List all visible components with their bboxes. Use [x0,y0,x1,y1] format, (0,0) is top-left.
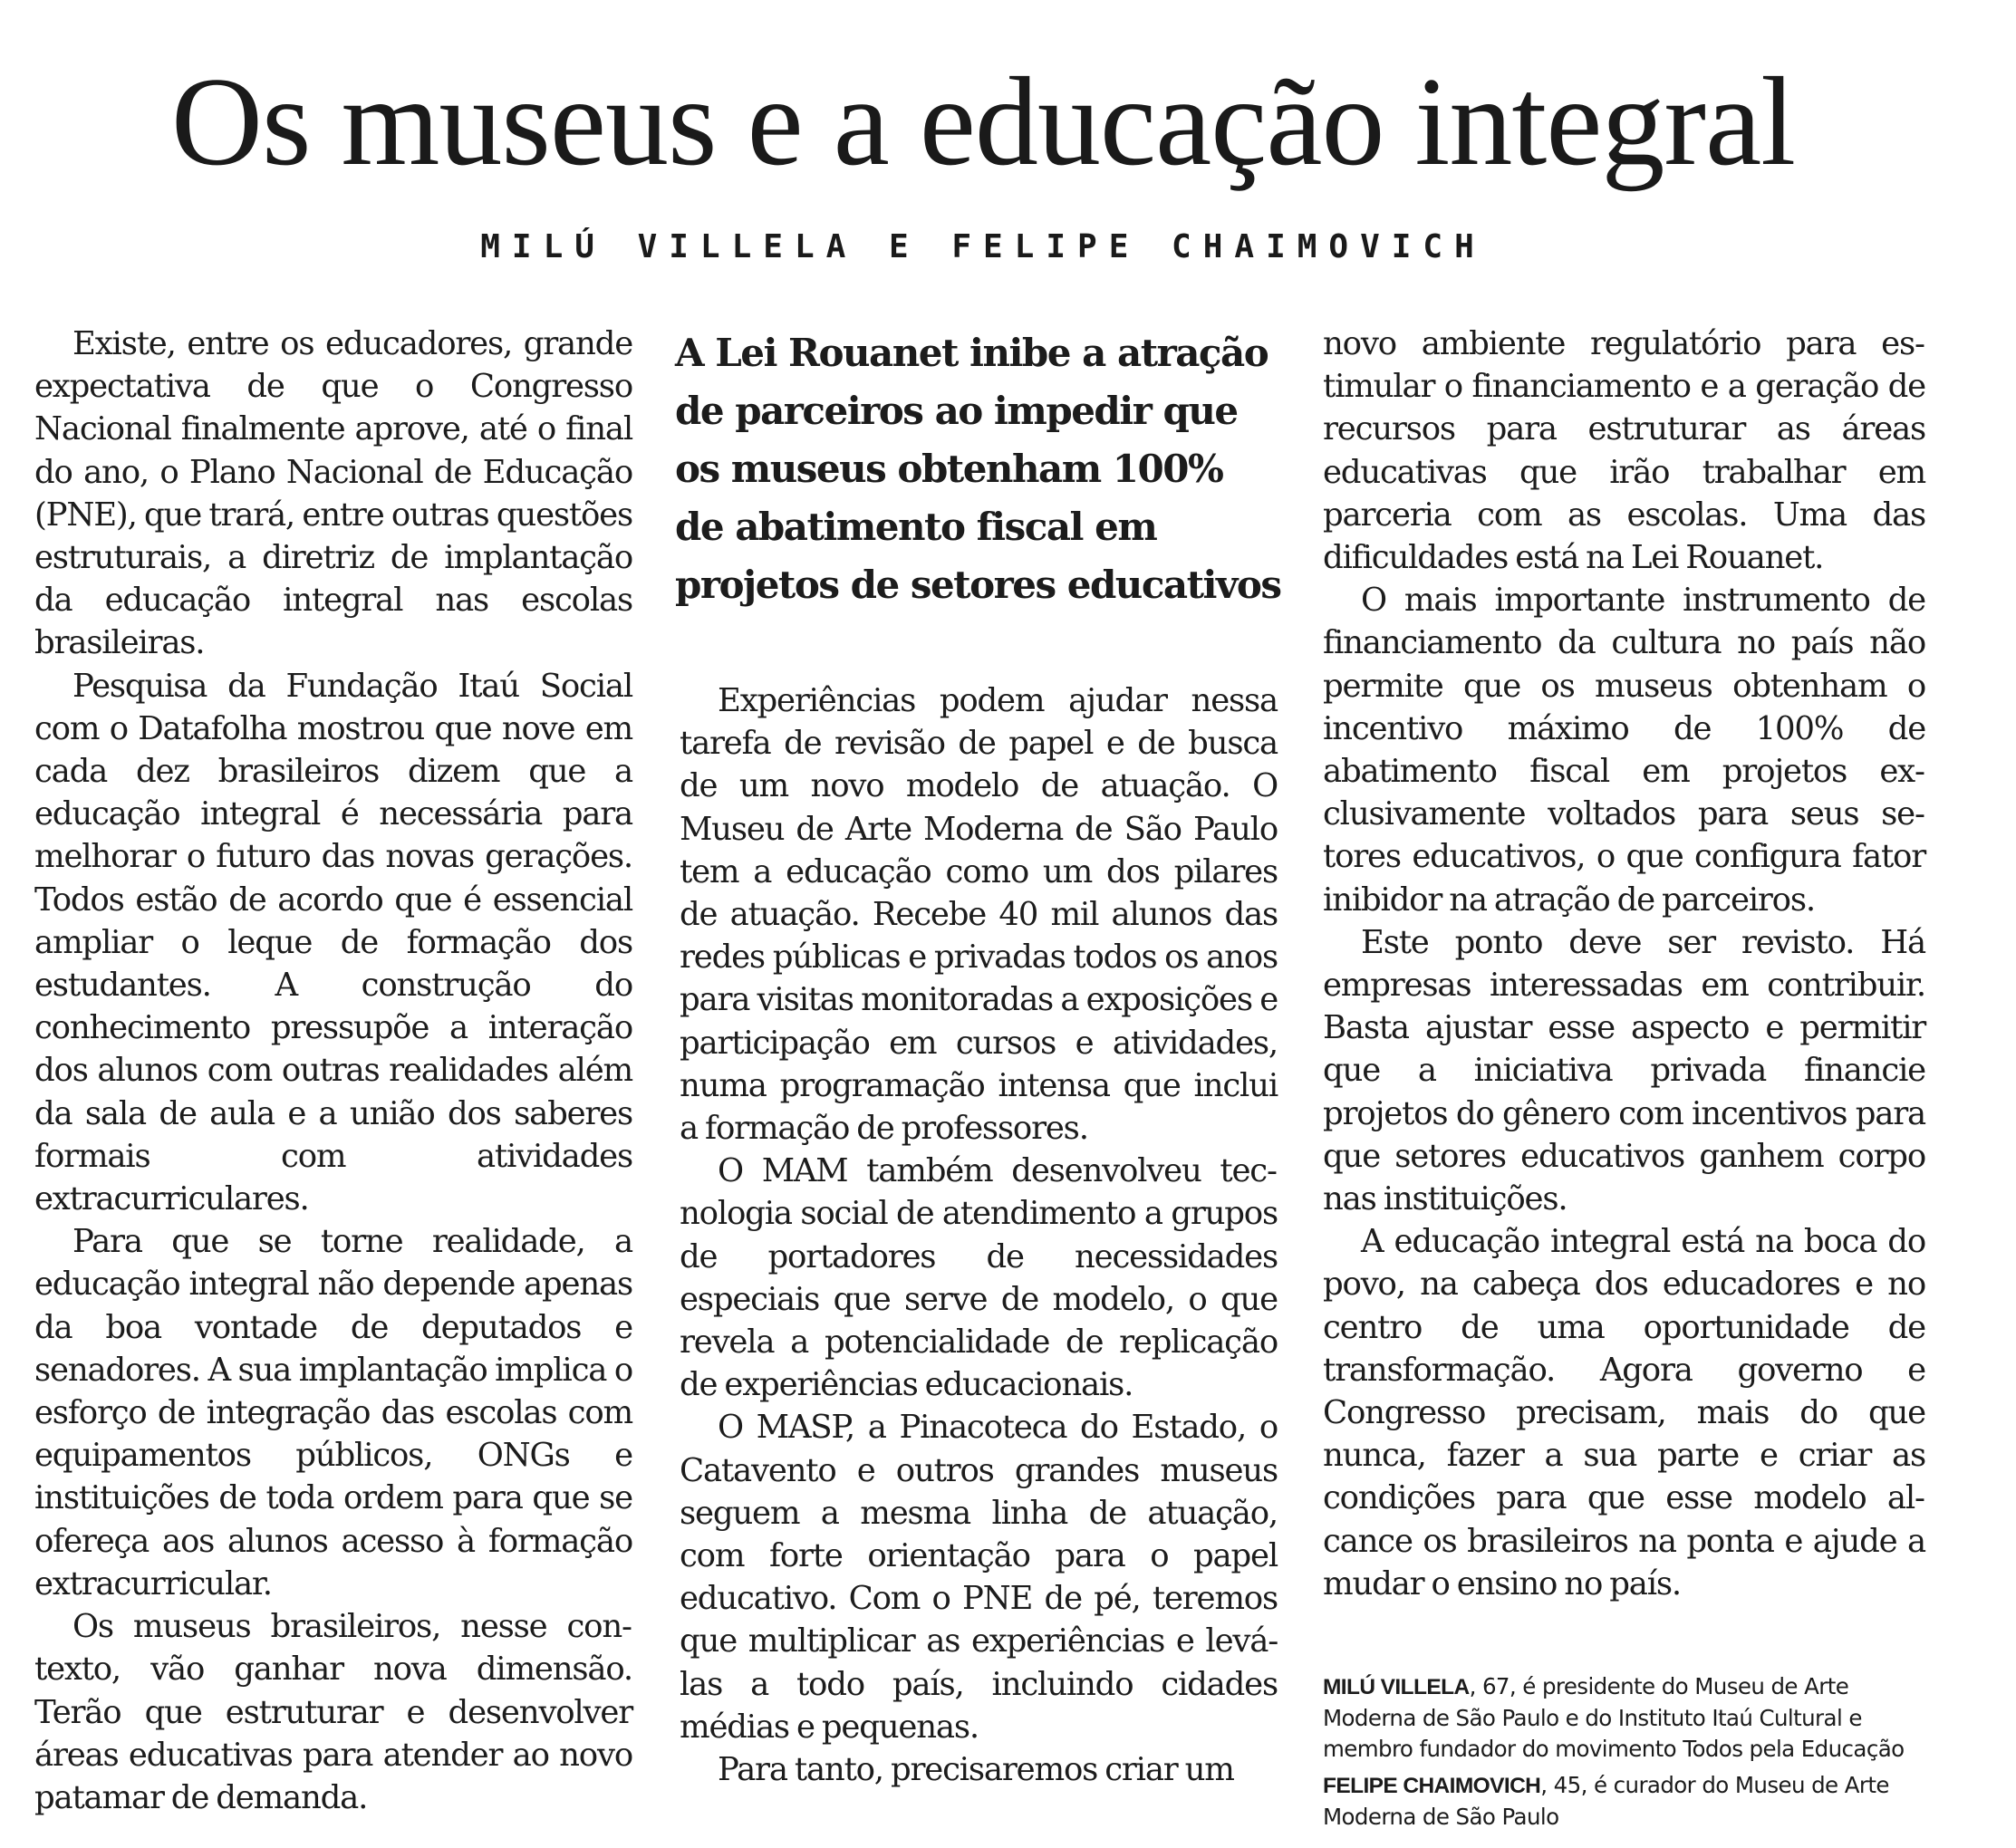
byline: MILÚ VILLELA E FELIPE CHAIMOVICH [480,228,1486,265]
pull-quote: A Lei Rouanet inibe a atração de parceiros ao impedir que os museus obtenham 100% de abatimento fiscal em projetos de setores educativos [675,331,1281,607]
paragraph: O MAM também desenvolveu tecnologia social de atendimento a grupos de portadores de necessidades especiais que serve de modelo, o que revela a potencialidade de replicação de experiências educacionais. [680,1152,1278,1404]
author-bio-text: , 67, é presidente do Museu de Arte Moderna de São Paulo e do Instituto Itaú Cultural e membro fundador do movimento Todos pela Educação [1323,1673,1905,1762]
author-name: MILÚ VILLELA [1323,1675,1470,1699]
article-column-1 [34,322,632,1819]
article-title: Os museus e a educação integral [170,52,1796,192]
paragraph: Pesquisa da Fundação Itaú Social com o Datafolha mostrou que nove em cada dez brasileiros dizem que a educação integral é necessária para melhorar o futuro das novas gerações. Todos estão de acordo que é essencial ampliar o leque de formação dos estudantes. A construção do conhecimento pressupõe a interação dos alunos com outras realidades além da sala de aula e a união dos saberes formais com atividades extracurriculares. [34,667,632,1218]
paragraph: O MASP, a Pinacoteca do Estado, o Catavento e outros grandes museus seguem a mesma linha de atuação, com forte orientação para o papel educativo. Com o PNE de pé, teremos que multiplicar as experiências e levá-las a todo país, incluindo cidades médias e pequenas. [680,1409,1278,1746]
paragraph: Para que se torne realidade, a educação integral não depende apenas da boa vontade de deputados e senadores. A sua implantação implica o esforço de integração das escolas com equipamentos públicos, ONGs e instituições de toda ordem para que se ofereça aos alunos acesso à formação extracurricular. [34,1223,632,1603]
author-name: FELIPE CHAIMOVICH [1323,1774,1541,1798]
paragraph: Os museus brasileiros, nesse contexto, vão ganhar nova dimensão. Terão que estruturar e desenvolver áreas educativas para atender ao novo patamar de demanda. [34,1608,632,1816]
author-bio-villela [1323,1671,1925,1765]
paragraph: O mais importante instrumento de financiamento da cultura no país não permite que os museus obtenham o incentivo máximo de 100% de abatimento fiscal em projetos exclusivamente voltados para seus setores educativos, o que configura fator inibidor na atração de parceiros. [1323,582,1925,919]
paragraph: Experiências podem ajudar nessa tarefa de revisão de papel e de busca de um novo modelo de atuação. O Museu de Arte Moderna de São Paulo tem a educação como um dos pilares de atuação. Recebe 40 mil alunos das redes públicas e privadas todos os anos para visitas monitoradas a exposições e participação em cursos e atividades, numa programação intensa que inclui a formação de professores. [680,682,1278,1148]
paragraph: A educação integral está na boca do povo, na cabeça dos educadores e no centro de uma oportunidade de transformação. Agora governo e Congresso precisam, mais do que nunca, fazer a sua parte e criar as condições para que esse modelo alcance os brasileiros na ponta e ajude a mudar o ensino no país. [1323,1223,1925,1603]
author-bio-text: , 45, é curador do Museu de Arte Moderna de São Paulo [1323,1772,1889,1830]
paragraph: Existe, entre os educadores, grande expectativa de que o Congresso Nacional finalmente aprove, até o final do ano, o Plano Nacional de Educação (PNE), que trará, entre outras questões estruturais, a diretriz de implantação da educação integral nas escolas brasileiras. [34,325,632,662]
paragraph: novo ambiente regulatório para estimular o financiamento e a geração de recursos para estruturar as áreas educativas que irão trabalhar em parceria com as escolas. Uma das dificuldades está na Lei Rouanet. [1323,325,1925,577]
author-bio-chaimovich [1323,1770,1925,1833]
paragraph: Este ponto deve ser revisto. Há empresas interessadas em contribuir. Basta ajustar esse aspecto e permitir que a iniciativa privada financie projetos do gênero com incentivos para que setores educativos ganhem corpo nas instituições. [1323,923,1925,1218]
paragraph: Para tanto, precisaremos criar um [718,1751,1234,1789]
article-column-3 [1323,322,1925,1605]
article-column-2 [680,679,1278,1791]
